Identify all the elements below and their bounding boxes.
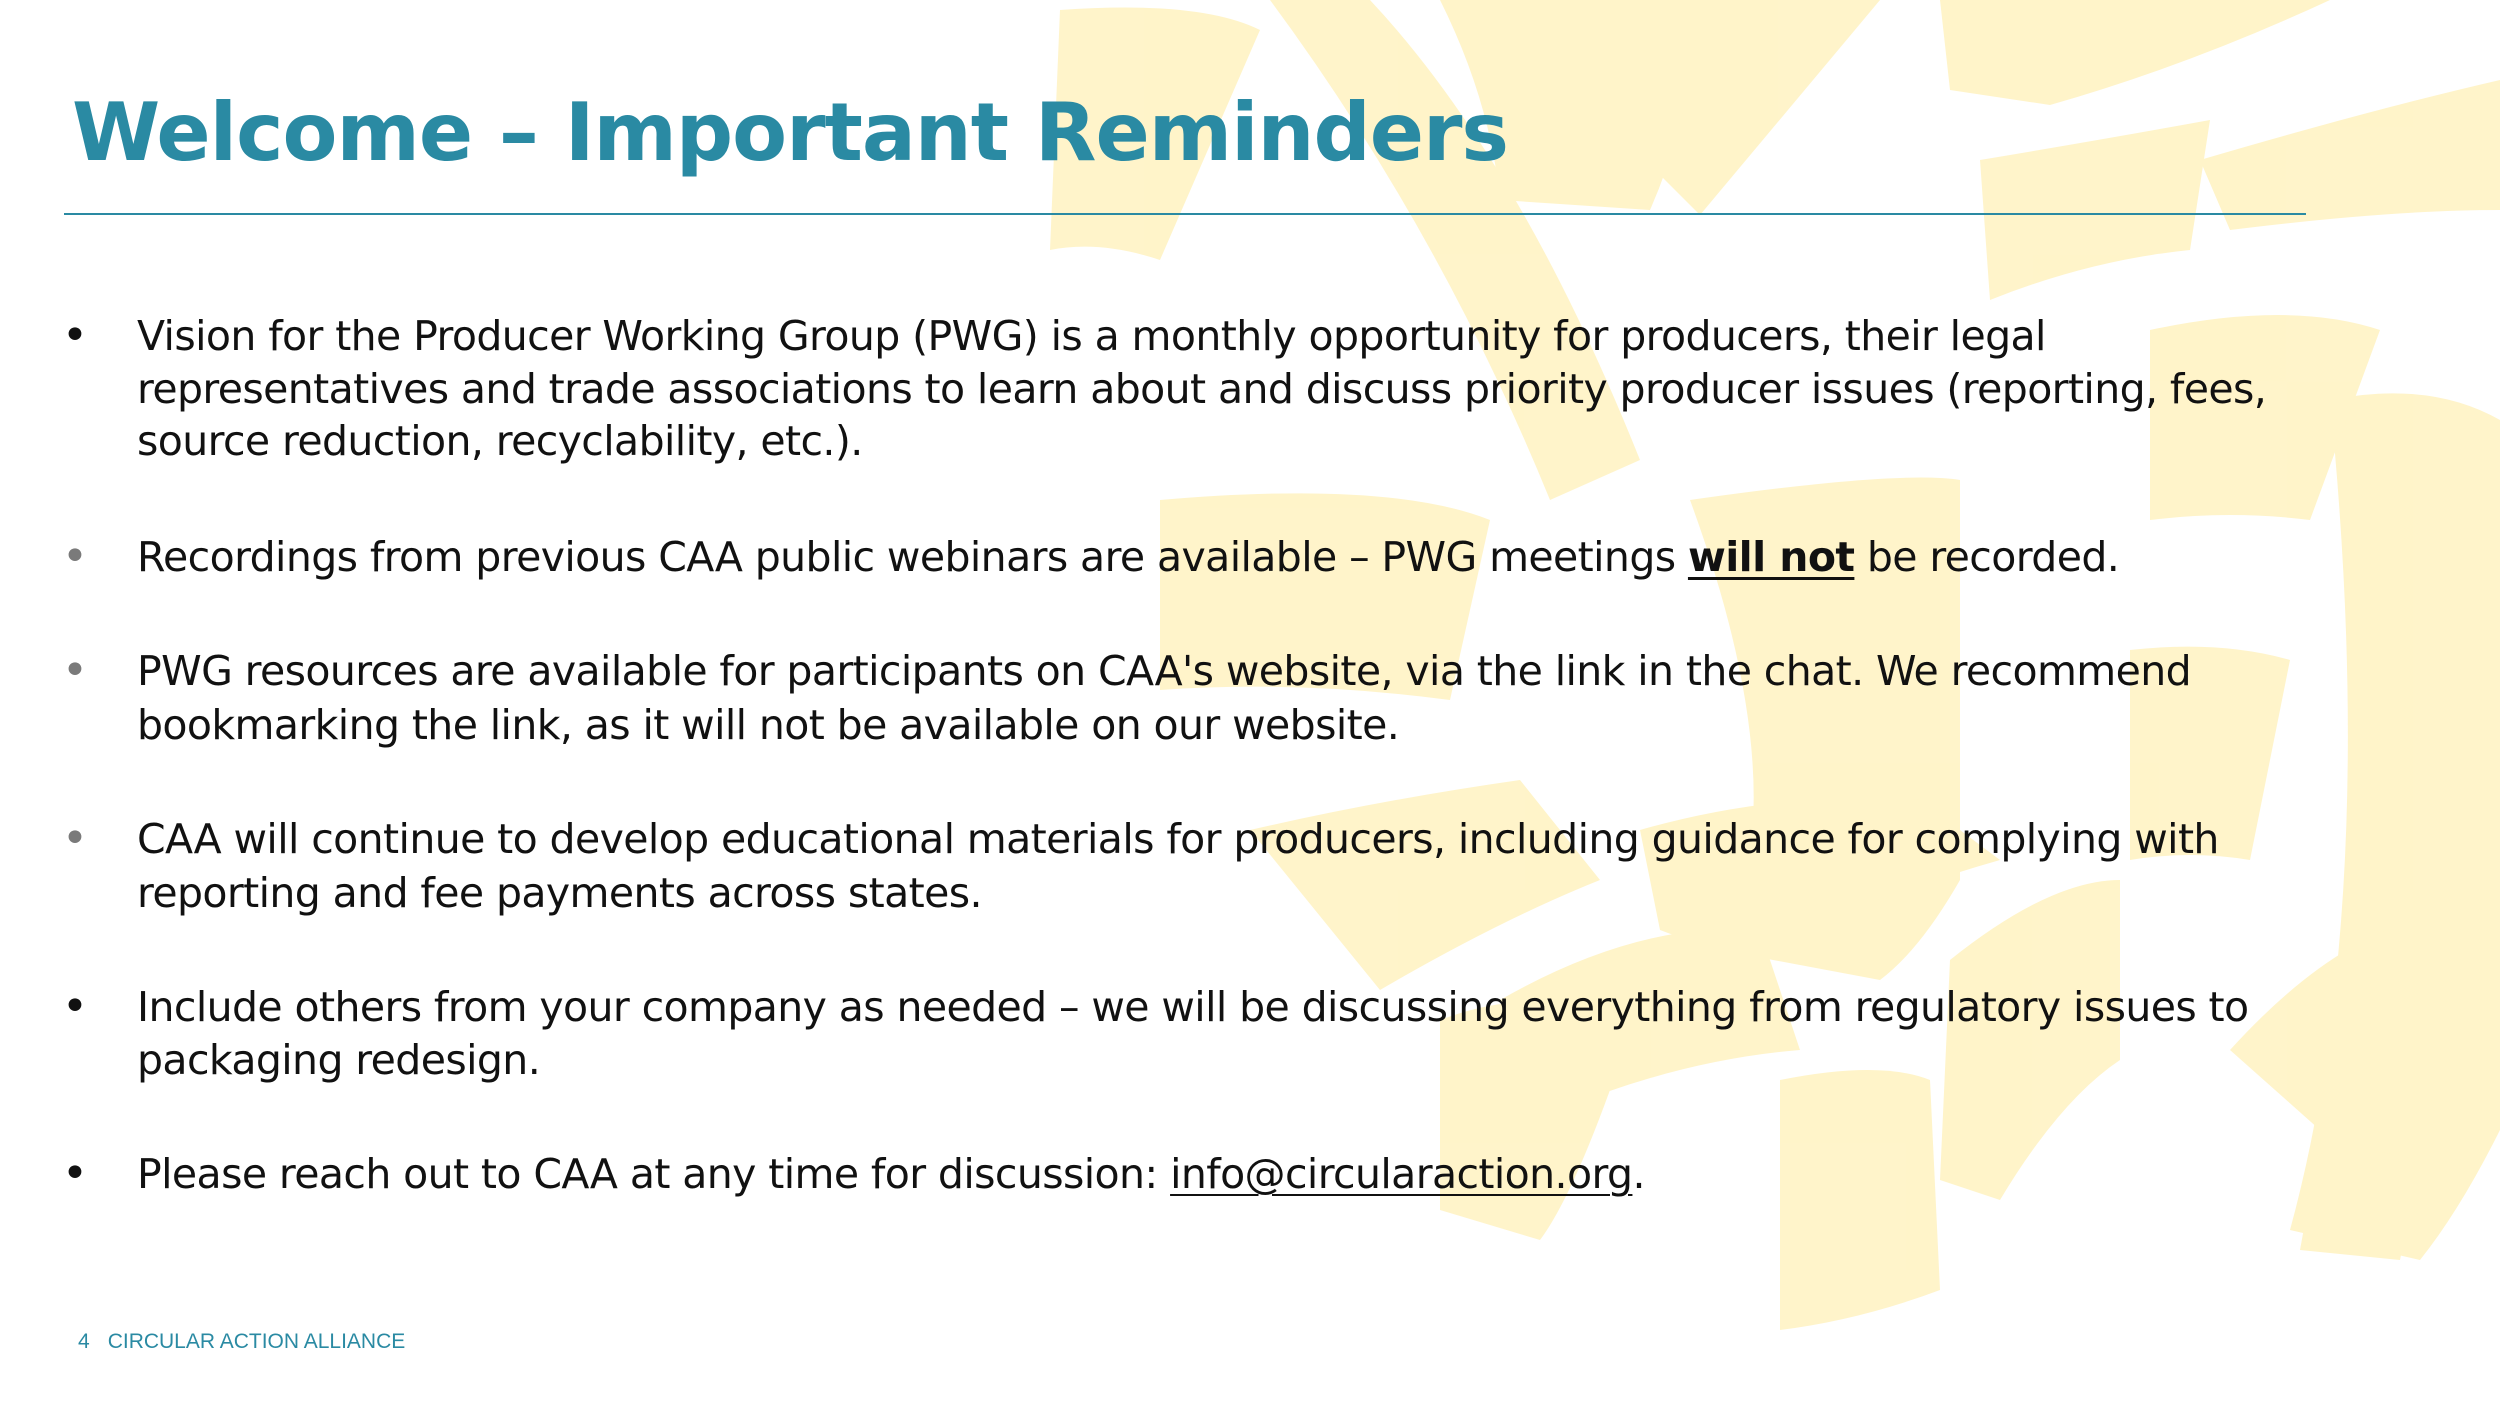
footer-organization: CIRCULAR ACTION ALLIANCE (107, 1330, 406, 1353)
footer (78, 1329, 405, 1355)
list-item (62, 981, 2292, 1086)
list-item (62, 310, 2292, 468)
bullet-text: CAA will continue to develop educational materials for producers, including guidance for complying with reporting and fee payments across states. (137, 815, 2219, 917)
bullet-icon: • (62, 645, 88, 696)
bullet-icon: • (62, 1148, 88, 1199)
bullet-icon: • (62, 981, 88, 1032)
bullet-text: Vision for the Producer Working Group (PWG) is a monthly opportunity for producers, their legal representatives and trade associations to learn about and discuss priority producer issues (reporting, fees, source reduction, recyclability, etc.). (137, 312, 2267, 465)
bullet-icon: • (62, 310, 88, 361)
bullet-text (137, 1148, 2337, 1201)
bullet-text: Include others from your company as needed – we will be discussing everything from regulatory issues to packaging redesign. (137, 983, 2249, 1084)
bullet-text-start: Please reach out to CAA at any time for discussion: (137, 1150, 1171, 1198)
list-item (62, 531, 2292, 584)
list-item (62, 645, 2292, 752)
bullet-text (137, 531, 2337, 584)
page-number: 4 (78, 1330, 90, 1353)
bullet-icon: • (62, 813, 88, 864)
bullet-text: PWG resources are available for participants on CAA's website, via the link in the chat. We recommend bookmarking the link, as it will not be available on our website. (137, 647, 2192, 749)
bullet-text-start: Recordings from previous CAA public webinars are available – PWG meetings (137, 533, 1688, 581)
slide-title: Welcome – Important Reminders (72, 86, 1509, 179)
bullet-text-end: . (1632, 1150, 1645, 1198)
bullet-icon: • (62, 531, 88, 582)
list-item (62, 813, 2292, 920)
bullet-text-end: be recorded. (1854, 533, 2120, 581)
emphasis-text: will not (1687, 533, 1855, 581)
list-item (62, 1148, 2292, 1201)
title-divider (64, 213, 2306, 215)
email-link[interactable]: info@circularaction.org (1170, 1150, 1633, 1198)
